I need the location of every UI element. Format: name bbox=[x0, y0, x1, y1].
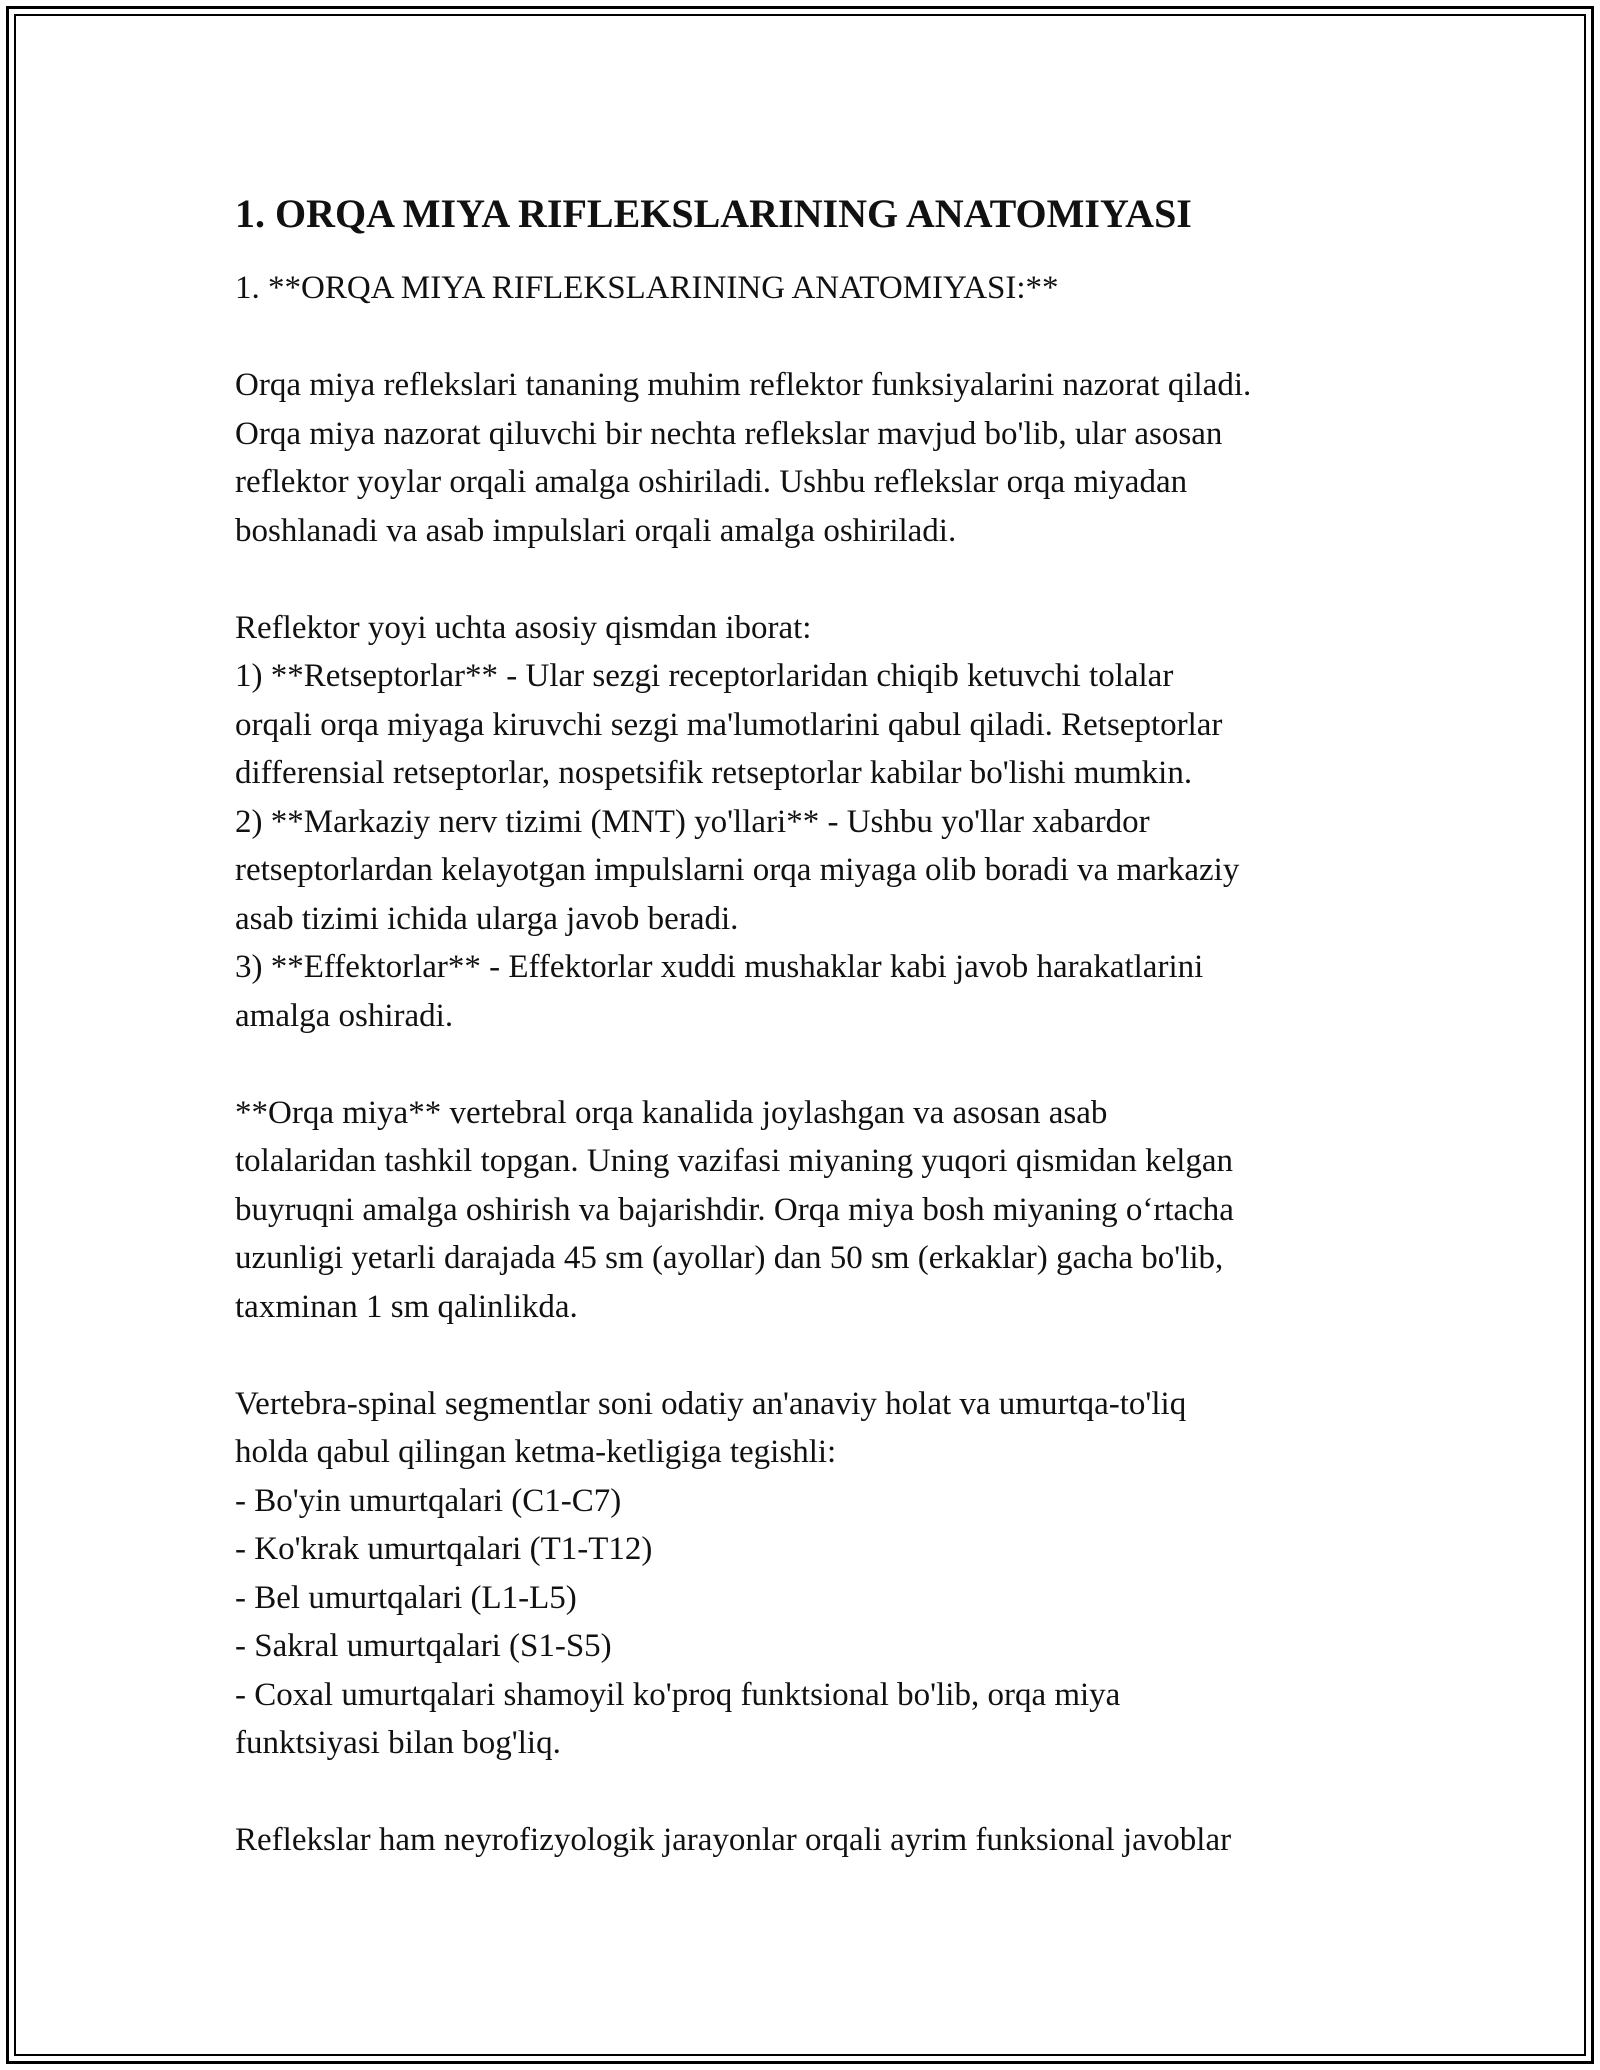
text-line: uzunligi yetarli darajada 45 sm (ayollar) dan 50 sm (erkaklar) gacha bo'lib, bbox=[235, 1240, 1224, 1276]
text-line: Reflekslar ham neyrofizyologik jarayonlar orqali ayrim funksional javoblar bbox=[235, 1822, 1232, 1858]
text-line: buyruqni amalga oshirish va bajarishdir. Orqa miya bosh miyaning o‘rtacha bbox=[235, 1191, 1234, 1228]
text-line: asab tizimi ichida ularga javob beradi. bbox=[235, 900, 739, 937]
text-line: Vertebra-spinal segmentlar soni odatiy an'anaviy holat va umurtqa-to'liq bbox=[235, 1385, 1187, 1422]
text-line: 1) **Retseptorlar** - Ular sezgi receptorlaridan chiqib ketuvchi tolalar bbox=[235, 658, 1174, 694]
text-line: 3) **Effektorlar** - Effektorlar xuddi mushaklar kabi javob harakatlarini bbox=[235, 949, 1204, 985]
list-item: - Bo'yin umurtqalari (C1-C7) bbox=[235, 1482, 622, 1519]
text-line: 2) **Markaziy nerv tizimi (MNT) yo'llari** - Ushbu yo'llar xabardor bbox=[235, 803, 1150, 840]
list-item: - Sakral umurtqalari (S1-S5) bbox=[235, 1628, 612, 1664]
text-line: Reflektor yoyi uchta asosiy qismdan iborat: bbox=[235, 609, 812, 646]
document-subtitle: 1. **ORQA MIYA RIFLEKSLARINING ANATOMIYASI:** bbox=[235, 270, 1059, 306]
text-line: funktsiyasi bilan bog'liq. bbox=[235, 1725, 561, 1761]
paragraph-segments bbox=[235, 1380, 1385, 1768]
text-line: amalga oshiradi. bbox=[235, 997, 454, 1034]
text-line: Orqa miya nazorat qiluvchi bir nechta reflekslar mavjud bo'lib, ular asosan bbox=[235, 415, 1223, 452]
document-content bbox=[235, 186, 1385, 1865]
list-item: - Ko'krak umurtqalari (T1-T12) bbox=[235, 1531, 653, 1567]
paragraph-spinal-cord bbox=[235, 1089, 1385, 1332]
list-item: - Bel umurtqalari (L1-L5) bbox=[235, 1579, 577, 1616]
text-line: boshlanadi va asab impulslari orqali amalga oshiriladi. bbox=[235, 512, 957, 549]
text-line: differensial retseptorlar, nospetsifik retseptorlar kabilar bo'lishi mumkin. bbox=[235, 755, 1193, 791]
list-item: - Coxal umurtqalari shamoyil ko'proq funktsional bo'lib, orqa miya bbox=[235, 1676, 1121, 1713]
text-line: Orqa miya reflekslari tananing muhim reflektor funksiyalarini nazorat qiladi. bbox=[235, 367, 1252, 403]
paragraph-reflexes bbox=[235, 1816, 1385, 1865]
text-line: reflektor yoylar orqali amalga oshiriladi. Ushbu reflekslar orqa miyadan bbox=[235, 464, 1188, 500]
paragraph-intro bbox=[235, 361, 1385, 555]
text-line: holda qabul qilingan ketma-ketligiga tegishli: bbox=[235, 1434, 837, 1470]
text-line: orqali orqa miyaga kiruvchi sezgi ma'lumotlarini qabul qiladi. Retseptorlar bbox=[235, 706, 1223, 743]
document-title: 1. ORQA MIYA RIFLEKSLARINING ANATOMIYASI bbox=[235, 191, 1192, 236]
text-line: **Orqa miya** vertebral orqa kanalida joylashgan va asosan asab bbox=[235, 1094, 1108, 1131]
text-line: retseptorlardan kelayotgan impulslarni orqa miyaga olib boradi va markaziy bbox=[235, 852, 1240, 888]
text-line: taxminan 1 sm qalinlikda. bbox=[235, 1288, 578, 1325]
paragraph-reflex-arc bbox=[235, 604, 1385, 1041]
text-line: tolalaridan tashkil topgan. Uning vazifasi miyaning yuqori qismidan kelgan bbox=[235, 1143, 1234, 1179]
